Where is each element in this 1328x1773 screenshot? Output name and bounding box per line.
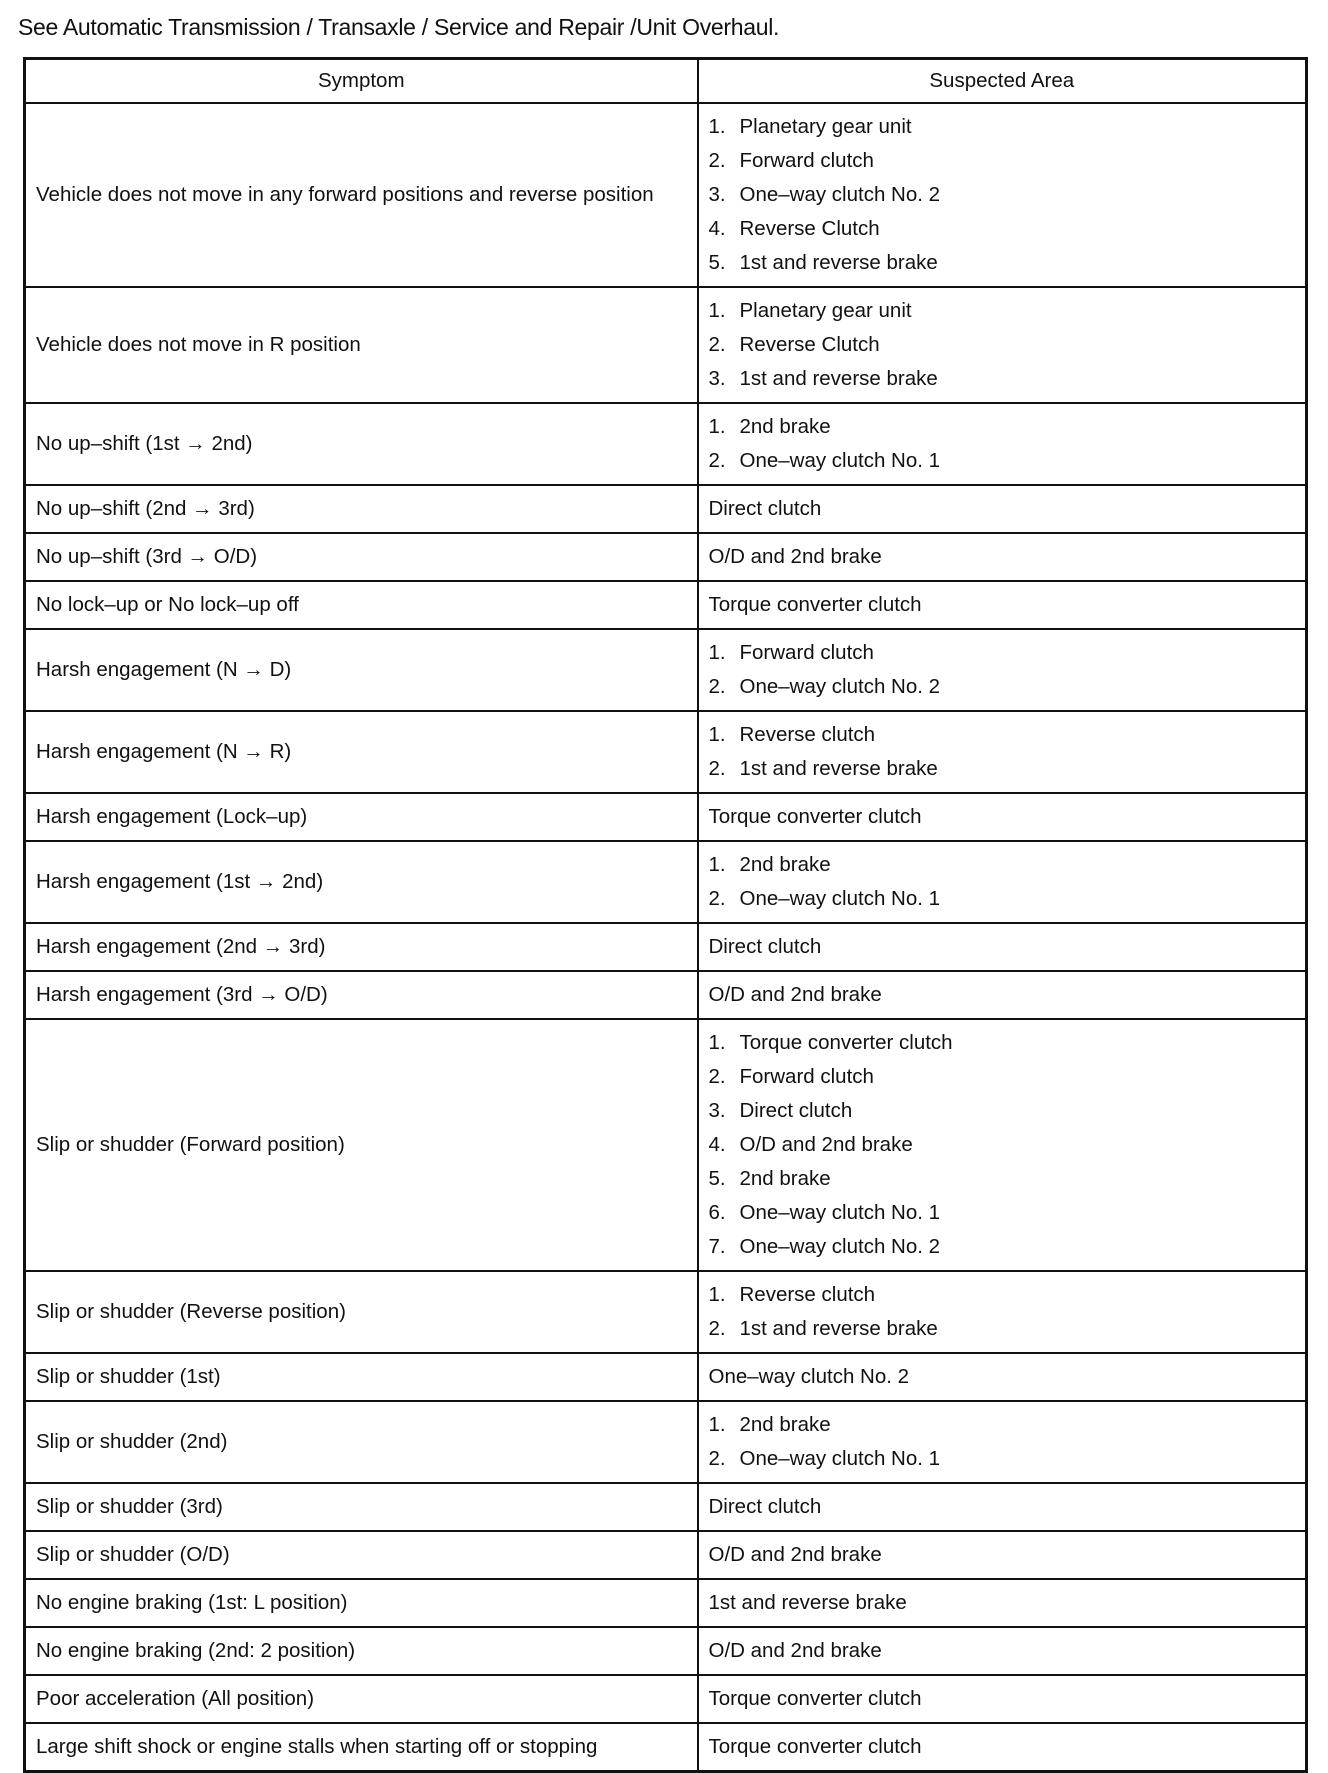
suspected-area-cell: O/D and 2nd brake (698, 533, 1307, 581)
item-text: One–way clutch No. 1 (739, 449, 941, 472)
symptom-cell: Vehicle does not move in any forward positions and reverse position (25, 103, 698, 287)
table-row (25, 1353, 1307, 1401)
suspected-area-item (709, 882, 1296, 916)
item-number: 2. (708, 333, 726, 356)
symptom-cell: Slip or shudder (2nd) (25, 1401, 698, 1483)
item-number: 4. (708, 1133, 726, 1156)
suspected-area-list (709, 1026, 1296, 1264)
table-header-row (25, 59, 1307, 104)
symptom-cell: No up–shift (3rd → O/D) (25, 533, 698, 581)
item-text: Forward clutch (739, 149, 874, 172)
suspected-area-cell (698, 103, 1307, 287)
item-text: One–way clutch No. 2 (739, 675, 941, 698)
suspected-area-cell (698, 403, 1307, 485)
table-row (25, 1627, 1307, 1675)
table-row (25, 629, 1307, 711)
item-text: O/D and 2nd brake (739, 1133, 913, 1156)
table-row (25, 1019, 1307, 1271)
item-number: 3. (708, 1099, 726, 1122)
suspected-area-list (709, 1408, 1296, 1476)
suspected-area-item (709, 1094, 1296, 1128)
suspected-area-item (709, 1060, 1296, 1094)
table-row (25, 1401, 1307, 1483)
item-text: Torque converter clutch (739, 1031, 953, 1054)
suspected-area-cell: Torque converter clutch (698, 581, 1307, 629)
suspected-area-item (709, 1026, 1296, 1060)
item-number: 4. (708, 217, 726, 240)
item-text: Reverse clutch (739, 723, 876, 746)
item-number: 1. (708, 299, 726, 322)
symptom-cell: No up–shift (1st → 2nd) (25, 403, 698, 485)
item-number: 2. (708, 675, 726, 698)
item-number: 1. (708, 1413, 726, 1436)
symptom-cell: Large shift shock or engine stalls when starting off or stopping (25, 1723, 698, 1772)
symptom-cell: Harsh engagement (Lock–up) (25, 793, 698, 841)
suspected-area-cell (698, 1271, 1307, 1353)
suspected-area-cell: Direct clutch (698, 485, 1307, 533)
suspected-area-cell (698, 711, 1307, 793)
table-row (25, 1531, 1307, 1579)
suspected-area-list (709, 110, 1296, 280)
item-text: Planetary gear unit (739, 115, 912, 138)
suspected-area-cell: Torque converter clutch (698, 1723, 1307, 1772)
suspected-area-item (709, 1442, 1296, 1476)
symptom-cell: Harsh engagement (3rd → O/D) (25, 971, 698, 1019)
suspected-area-item (709, 1128, 1296, 1162)
symptom-cell: No engine braking (1st: L position) (25, 1579, 698, 1627)
table-row (25, 1723, 1307, 1772)
table-body (25, 103, 1307, 1772)
symptom-cell: Vehicle does not move in R position (25, 287, 698, 403)
item-number: 1. (708, 723, 726, 746)
suspected-area-item (709, 410, 1296, 444)
suspected-area-cell (698, 287, 1307, 403)
suspected-area-cell: Torque converter clutch (698, 793, 1307, 841)
suspected-area-cell (698, 1401, 1307, 1483)
suspected-area-cell: O/D and 2nd brake (698, 1531, 1307, 1579)
suspected-area-item (709, 1278, 1296, 1312)
suspected-area-item (709, 1162, 1296, 1196)
symptom-cell: Harsh engagement (1st → 2nd) (25, 841, 698, 923)
item-number: 5. (708, 1167, 726, 1190)
symptom-column-header: Symptom (25, 59, 698, 104)
item-number: 1. (708, 853, 726, 876)
item-text: Forward clutch (739, 641, 874, 664)
item-number: 2. (708, 149, 726, 172)
suspected-area-item (709, 848, 1296, 882)
item-number: 2. (708, 757, 726, 780)
table-row (25, 971, 1307, 1019)
suspected-area-cell: Torque converter clutch (698, 1675, 1307, 1723)
symptom-cell: Slip or shudder (O/D) (25, 1531, 698, 1579)
item-text: One–way clutch No. 1 (739, 1447, 941, 1470)
table-row (25, 533, 1307, 581)
suspected-area-cell (698, 1019, 1307, 1271)
symptom-cell: Slip or shudder (1st) (25, 1353, 698, 1401)
item-number: 3. (708, 183, 726, 206)
item-text: 2nd brake (739, 415, 831, 438)
item-number: 2. (708, 449, 726, 472)
table-row (25, 287, 1307, 403)
symptom-cell: Slip or shudder (Forward position) (25, 1019, 698, 1271)
suspected-area-item (709, 1196, 1296, 1230)
item-text: 1st and reverse brake (739, 367, 938, 390)
item-number: 2. (708, 887, 726, 910)
item-number: 2. (708, 1065, 726, 1088)
suspected-area-cell: O/D and 2nd brake (698, 1627, 1307, 1675)
item-text: Reverse Clutch (739, 333, 880, 356)
item-number: 1. (708, 415, 726, 438)
suspected-area-item (709, 212, 1296, 246)
item-number: 7. (708, 1235, 726, 1258)
table-row (25, 1271, 1307, 1353)
suspected-area-item (709, 752, 1296, 786)
suspected-area-cell: Direct clutch (698, 923, 1307, 971)
item-text: One–way clutch No. 2 (739, 1235, 941, 1258)
table-row (25, 403, 1307, 485)
symptom-cell: Slip or shudder (3rd) (25, 1483, 698, 1531)
table-row (25, 1675, 1307, 1723)
suspected-area-list (709, 636, 1296, 704)
suspected-area-list (709, 294, 1296, 396)
page-intro: See Automatic Transmission / Transaxle / Service and Repair /Unit Overhaul. (18, 14, 780, 40)
item-text: 2nd brake (739, 1167, 831, 1190)
suspected-area-list (709, 718, 1296, 786)
symptom-cell: Harsh engagement (N → R) (25, 711, 698, 793)
suspected-area-item (709, 362, 1296, 396)
item-number: 3. (708, 367, 726, 390)
item-text: 1st and reverse brake (739, 1317, 938, 1340)
suspected-area-list (709, 848, 1296, 916)
suspected-area-item (709, 294, 1296, 328)
suspected-area-item (709, 246, 1296, 280)
suspected-area-item (709, 670, 1296, 704)
item-text: One–way clutch No. 1 (739, 887, 941, 910)
suspected-area-cell: Direct clutch (698, 1483, 1307, 1531)
item-number: 2. (708, 1317, 726, 1340)
item-text: Direct clutch (739, 1099, 853, 1122)
suspected-area-item (709, 1230, 1296, 1264)
suspected-area-cell: 1st and reverse brake (698, 1579, 1307, 1627)
suspected-area-item (709, 178, 1296, 212)
item-text: Reverse Clutch (739, 217, 880, 240)
suspected-area-column-header: Suspected Area (698, 59, 1307, 104)
table-row (25, 1483, 1307, 1531)
suspected-area-cell (698, 841, 1307, 923)
suspected-area-cell: One–way clutch No. 2 (698, 1353, 1307, 1401)
table-row (25, 711, 1307, 793)
item-text: 2nd brake (739, 853, 831, 876)
suspected-area-list (709, 410, 1296, 478)
table-row (25, 1579, 1307, 1627)
item-text: 1st and reverse brake (739, 757, 938, 780)
symptom-table (23, 57, 1308, 1773)
item-number: 1. (708, 641, 726, 664)
item-number: 1. (708, 1283, 726, 1306)
table-row (25, 103, 1307, 287)
item-number: 5. (708, 251, 726, 274)
suspected-area-item (709, 718, 1296, 752)
symptom-cell: Slip or shudder (Reverse position) (25, 1271, 698, 1353)
suspected-area-item (709, 636, 1296, 670)
item-text: Reverse clutch (739, 1283, 876, 1306)
item-number: 1. (708, 1031, 726, 1054)
suspected-area-item (709, 328, 1296, 362)
item-text: 1st and reverse brake (739, 251, 938, 274)
suspected-area-list (709, 1278, 1296, 1346)
item-text: Forward clutch (739, 1065, 874, 1088)
item-text: One–way clutch No. 2 (739, 183, 941, 206)
suspected-area-item (709, 1408, 1296, 1442)
symptom-cell: Harsh engagement (N → D) (25, 629, 698, 711)
suspected-area-cell (698, 629, 1307, 711)
item-number: 2. (708, 1447, 726, 1470)
suspected-area-item (709, 144, 1296, 178)
symptom-cell: No lock–up or No lock–up off (25, 581, 698, 629)
suspected-area-item (709, 444, 1296, 478)
item-text: One–way clutch No. 1 (739, 1201, 941, 1224)
suspected-area-item (709, 110, 1296, 144)
table-row (25, 923, 1307, 971)
table-row (25, 581, 1307, 629)
table-row (25, 485, 1307, 533)
table-row (25, 841, 1307, 923)
item-number: 1. (708, 115, 726, 138)
item-number: 6. (708, 1201, 726, 1224)
table-row (25, 793, 1307, 841)
symptom-cell: Poor acceleration (All position) (25, 1675, 698, 1723)
item-text: Planetary gear unit (739, 299, 912, 322)
item-text: 2nd brake (739, 1413, 831, 1436)
symptom-cell: Harsh engagement (2nd → 3rd) (25, 923, 698, 971)
suspected-area-item (709, 1312, 1296, 1346)
suspected-area-cell: O/D and 2nd brake (698, 971, 1307, 1019)
symptom-cell: No engine braking (2nd: 2 position) (25, 1627, 698, 1675)
symptom-cell: No up–shift (2nd → 3rd) (25, 485, 698, 533)
